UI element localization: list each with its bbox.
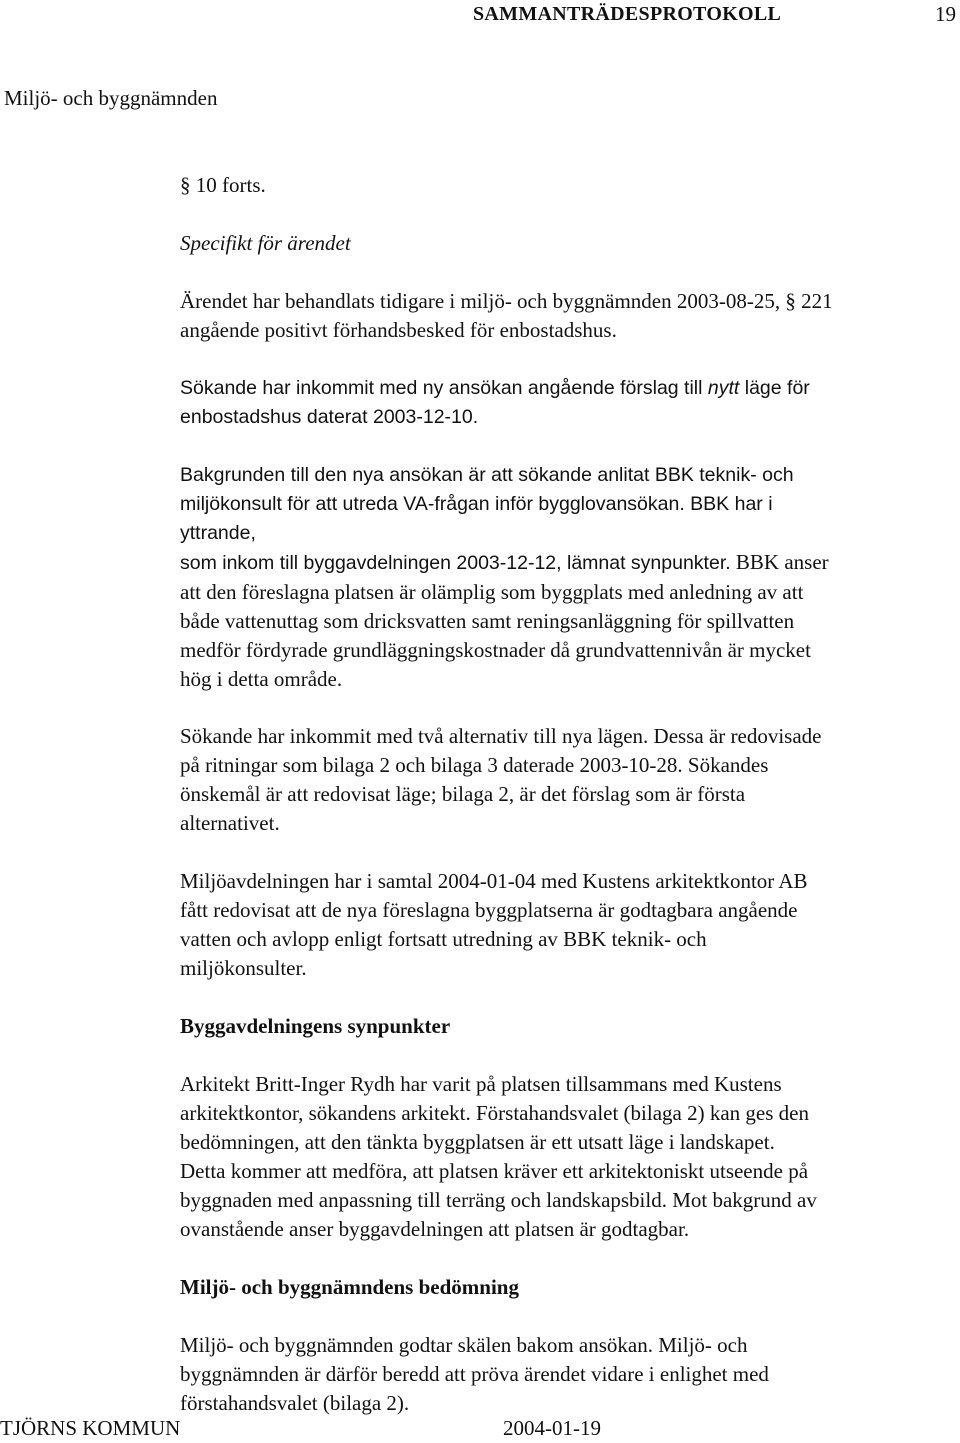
paragraph-environment-dept <box>180 867 955 983</box>
text-line: önskemål är att redovisat läge; bilaga 2, är det förslag som är första <box>180 782 746 806</box>
footer-organization: TJÖRNS KOMMUN <box>0 1416 181 1440</box>
emphasis-nytt: nytt <box>707 377 740 399</box>
text-segment: som inkom till byggavdelningen 2003-12-12, lämnat synpunkter. <box>180 552 731 574</box>
text-line: arkitektkontor, sökandens arkitekt. Förstahandsvalet (bilaga 2) kan ges den <box>180 1101 809 1125</box>
committee-name: Miljö- och byggnämnden <box>4 86 218 110</box>
text-line: Bakgrunden till den nya ansökan är att sökande anlitat BBK teknik- och <box>180 464 794 486</box>
protocol-title: SAMMANTRÄDESPROTOKOLL <box>473 3 782 25</box>
text-line: angående positivt förhandsbesked för enbostadshus. <box>180 318 617 342</box>
text-line: Ärendet har behandlats tidigare i miljö- och byggnämnden 2003-08-25, § 221 <box>180 289 833 313</box>
text-line: Arkitekt Britt-Inger Rydh har varit på platsen tillsammans med Kustens <box>180 1072 782 1096</box>
text-line: bedömningen, att den tänkta byggplatsen är ett utsatt läge i landskapet. <box>180 1130 775 1154</box>
text-line: byggnaden med anpassning till terräng och landskapsbild. Mot bakgrund av <box>180 1188 817 1212</box>
text-line: Sökande har inkommit med två alternativ till nya lägen. Dessa är redovisade <box>180 724 822 748</box>
paragraph-previous-decision <box>180 287 955 345</box>
text-line: Miljöavdelningen har i samtal 2004-01-04 med Kustens arkitektkontor AB <box>180 869 808 893</box>
text-line: både vattenuttag som dricksvatten samt reningsanläggning för spillvatten <box>180 609 795 633</box>
text-segment: BBK anser <box>730 550 829 574</box>
paragraph-assessment <box>180 1331 955 1418</box>
text-line <box>180 374 955 403</box>
text-line: att den föreslagna platsen är olämplig som byggplats med anledning av att <box>180 580 804 604</box>
page-number: 19 <box>935 2 956 26</box>
paragraph-building-dept <box>180 1070 955 1244</box>
text-line <box>180 548 955 578</box>
footer-date: 2004-01-19 <box>503 1416 601 1440</box>
text-segment: Sökande har inkommit med ny ansökan angående förslag till <box>180 377 708 399</box>
text-line: hög i detta område. <box>180 667 343 691</box>
subheading-specifikt: Specifikt för ärendet <box>180 231 351 255</box>
text-segment: läge för <box>739 377 810 399</box>
paragraph-alternatives <box>180 722 955 838</box>
text-line: medför fördyrade grundläggningskostnader då grundvattennivån är mycket <box>180 638 811 662</box>
text-line: Miljö- och byggnämnden godtar skälen bakom ansökan. Miljö- och <box>180 1333 748 1357</box>
text-line: vatten och avlopp enligt fortsatt utredning av BBK teknik- och <box>180 927 707 951</box>
text-line: yttrande, <box>180 522 256 544</box>
paragraph-new-application <box>180 374 955 432</box>
text-line: fått redovisat att de nya föreslagna byggplatserna är godtagbara angående <box>180 898 798 922</box>
paragraph-background <box>180 461 955 694</box>
heading-byggavdelningen: Byggavdelningens synpunkter <box>180 1014 451 1038</box>
text-line: Detta kommer att medföra, att platsen kräver ett arkitektoniskt utseende på <box>180 1159 809 1183</box>
text-line: enbostadshus daterat 2003-12-10. <box>180 406 479 428</box>
text-line: förstahandsvalet (bilaga 2). <box>180 1391 410 1415</box>
text-line: miljökonsult för att utreda VA-frågan inför bygglovansökan. BBK har i <box>180 493 773 515</box>
text-line: ovanstående anser byggavdelningen att platsen är godtagbar. <box>180 1217 690 1241</box>
section-reference: § 10 forts. <box>180 173 266 197</box>
heading-bedomning: Miljö- och byggnämndens bedömning <box>180 1275 519 1299</box>
text-line: alternativet. <box>180 811 280 835</box>
text-line: miljökonsulter. <box>180 956 307 980</box>
text-line: på ritningar som bilaga 2 och bilaga 3 daterade 2003-10-28. Sökandes <box>180 753 769 777</box>
text-line: byggnämnden är därför beredd att pröva ärendet vidare i enlighet med <box>180 1362 769 1386</box>
